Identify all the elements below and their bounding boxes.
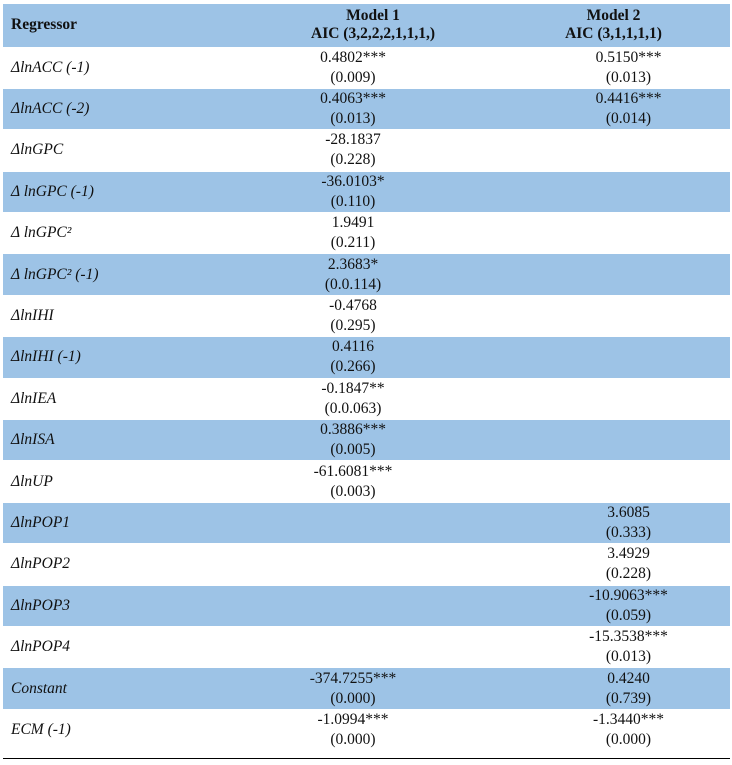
model1-pvalue: (0.003) xyxy=(330,482,376,500)
model1-coefficient: -28.1837 xyxy=(325,131,381,149)
model2-cell xyxy=(497,709,730,750)
regressor-label: ECM (-1) xyxy=(11,721,71,739)
regressor-label: ΔlnPOP2 xyxy=(11,555,71,573)
table-row xyxy=(3,171,730,212)
model1-pvalue: (0.013) xyxy=(330,110,376,128)
table-row xyxy=(3,378,730,419)
model1-cell xyxy=(249,461,497,502)
model2-cell xyxy=(497,585,730,626)
model1-pvalue: (0.000) xyxy=(330,689,376,707)
model1-cell xyxy=(249,88,497,129)
model2-cell xyxy=(497,213,730,254)
model2-cell xyxy=(497,420,730,461)
model1-pvalue: (0.0.063) xyxy=(324,399,382,417)
model2-coefficient: 0.4240 xyxy=(607,669,650,687)
table-row xyxy=(3,709,730,750)
model1-cell xyxy=(249,378,497,419)
model1-cell xyxy=(249,337,497,378)
model1-coefficient: -1.0994*** xyxy=(317,711,389,729)
regressor-label: ΔlnGPC xyxy=(11,141,64,159)
model2-cell xyxy=(497,461,730,502)
table-row xyxy=(3,626,730,667)
table-row xyxy=(3,502,730,543)
model2-coefficient: 0.4416*** xyxy=(595,90,662,108)
table-row xyxy=(3,337,730,378)
regressor-label: ΔlnUP xyxy=(11,472,53,490)
model2-cell xyxy=(497,130,730,171)
model2-coefficient: 3.6085 xyxy=(607,503,650,521)
model1-pvalue: (0.009) xyxy=(330,68,376,86)
regressor-header: Regressor xyxy=(11,16,77,34)
model1-header xyxy=(249,4,497,47)
model2-coefficient: 3.4929 xyxy=(607,545,650,563)
model1-cell xyxy=(249,254,497,295)
regressor-label: Constant xyxy=(11,679,67,697)
model1-coefficient: 2.3683* xyxy=(327,255,379,273)
regressor-label: ΔlnACC (-1) xyxy=(11,58,90,76)
table-row xyxy=(3,47,730,88)
model1-coefficient: -0.1847** xyxy=(321,379,385,397)
table-body xyxy=(3,47,730,751)
model2-header xyxy=(497,4,730,47)
model2-cell xyxy=(497,295,730,336)
model1-coefficient: -61.6081*** xyxy=(313,462,393,480)
model1-cell xyxy=(249,130,497,171)
model1-coefficient: -0.4768 xyxy=(329,297,377,315)
table-row xyxy=(3,88,730,129)
regressor-label: ΔlnPOP4 xyxy=(11,638,71,656)
model2-pvalue: (0.333) xyxy=(605,523,652,541)
model2-aic: AIC (3,1,1,1,1) xyxy=(565,25,662,43)
regressor-label: ΔlnACC (-2) xyxy=(11,100,90,118)
table-row xyxy=(3,213,730,254)
model2-coefficient: -15.3538*** xyxy=(589,628,668,646)
model2-coefficient: 0.5150*** xyxy=(595,48,662,66)
regressor-label: ΔlnPOP1 xyxy=(11,513,71,531)
model1-coefficient: 0.4802*** xyxy=(320,48,386,66)
table-row xyxy=(3,585,730,626)
regressor-label: Δ lnGPC² xyxy=(11,224,72,242)
model1-cell xyxy=(249,213,497,254)
model2-title: Model 2 xyxy=(586,7,641,25)
table-row xyxy=(3,461,730,502)
model2-cell xyxy=(497,47,730,88)
regressor-label: Δ lnGPC (-1) xyxy=(11,182,94,200)
model1-pvalue: (0.266) xyxy=(330,358,376,376)
table-row xyxy=(3,668,730,709)
model1-coefficient: 1.9491 xyxy=(331,214,375,232)
table-row xyxy=(3,420,730,461)
model1-cell xyxy=(249,295,497,336)
model2-pvalue: (0.739) xyxy=(605,689,652,707)
model2-cell xyxy=(497,88,730,129)
model2-cell xyxy=(497,626,730,667)
model1-cell xyxy=(249,420,497,461)
table-row xyxy=(3,295,730,336)
model2-pvalue: (0.228) xyxy=(605,565,652,583)
regressor-label: Δ lnGPC² (-1) xyxy=(11,265,99,283)
model1-cell xyxy=(249,171,497,212)
model1-coefficient: 0.4116 xyxy=(331,338,375,356)
model1-pvalue: (0.211) xyxy=(330,234,376,252)
model1-cell xyxy=(249,626,497,667)
model1-coefficient: -374.7255*** xyxy=(309,669,397,687)
model1-pvalue: (0.110) xyxy=(330,192,376,210)
model2-cell xyxy=(497,668,730,709)
table-bottom-rule xyxy=(3,758,730,759)
model1-aic: AIC (3,2,2,2,1,1,1,) xyxy=(311,25,435,43)
model1-coefficient: 0.3886*** xyxy=(320,421,386,439)
regressor-label: ΔlnIHI (-1) xyxy=(11,348,81,366)
regressor-label: ΔlnIEA xyxy=(11,389,57,407)
model2-pvalue: (0.014) xyxy=(605,110,652,128)
model2-cell xyxy=(497,254,730,295)
model2-cell xyxy=(497,502,730,543)
model2-cell xyxy=(497,544,730,585)
regressor-label: ΔlnISA xyxy=(11,431,55,449)
model1-cell xyxy=(249,47,497,88)
model2-cell xyxy=(497,171,730,212)
model2-pvalue: (0.013) xyxy=(605,68,652,86)
model1-cell xyxy=(249,709,497,750)
model1-title: Model 1 xyxy=(346,7,400,25)
model1-pvalue: (0.000) xyxy=(330,731,376,749)
table-row xyxy=(3,254,730,295)
model2-cell xyxy=(497,378,730,419)
regression-table xyxy=(3,4,730,751)
table-header xyxy=(3,4,730,47)
model2-pvalue: (0.013) xyxy=(605,648,652,666)
model2-coefficient: -1.3440*** xyxy=(592,711,665,729)
model1-pvalue: (0.228) xyxy=(330,151,376,169)
table-row xyxy=(3,130,730,171)
model1-cell xyxy=(249,544,497,585)
regressor-label: ΔlnIHI xyxy=(11,307,54,325)
model1-cell xyxy=(249,502,497,543)
model2-cell xyxy=(497,337,730,378)
model2-coefficient: -10.9063*** xyxy=(589,586,668,604)
model1-coefficient: 0.4063*** xyxy=(320,90,386,108)
table-row xyxy=(3,544,730,585)
model1-coefficient: -36.0103* xyxy=(321,172,385,190)
model1-pvalue: (0.005) xyxy=(330,441,376,459)
model1-pvalue: (0.0.114) xyxy=(324,275,382,293)
model1-cell xyxy=(249,585,497,626)
header-row xyxy=(3,4,730,47)
model2-pvalue: (0.059) xyxy=(605,606,652,624)
model1-cell xyxy=(249,668,497,709)
model1-pvalue: (0.295) xyxy=(330,317,376,335)
model2-pvalue: (0.000) xyxy=(605,731,652,749)
regressor-label: ΔlnPOP3 xyxy=(11,596,71,614)
